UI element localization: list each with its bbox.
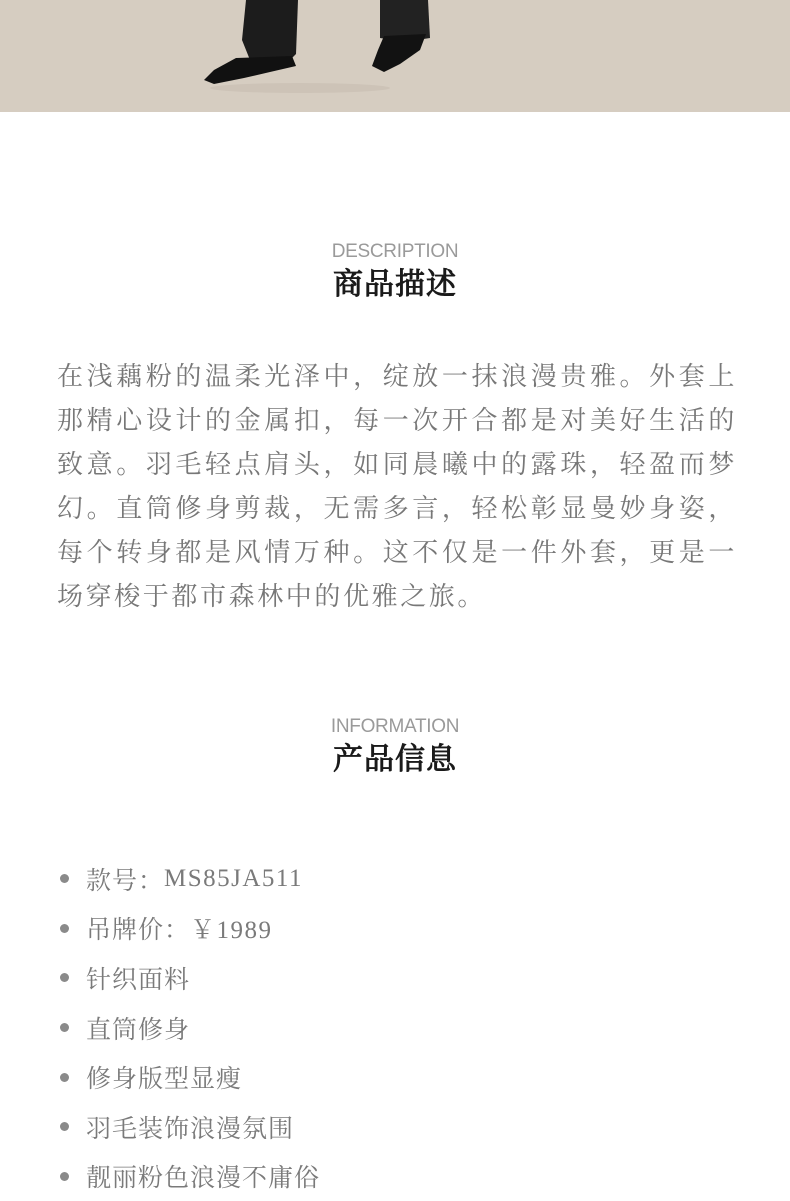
- info-label: 吊牌价：: [86, 915, 191, 945]
- info-label: 羽毛装饰浪漫氛围: [86, 1113, 295, 1143]
- info-item-style-number: [60, 854, 320, 904]
- description-body: 在浅藕粉的温柔光泽中，绽放一抹浪漫贵雅。外套上那精心设计的金属扣，每一次开合都是对美好生活的致意。羽毛轻点肩头，如同晨曦中的露珠，轻盈而梦幻。直筒修身剪裁，无需多言，轻松彰显曼妙身姿，每个转身都是风情万种。这不仅是一件外套，更是一场穿梭于都市森林中的优雅之旅。: [57, 362, 737, 612]
- description-kicker: DESCRIPTION: [331, 241, 459, 262]
- info-label: 靓丽粉色浪漫不庸俗: [86, 1163, 321, 1193]
- info-label: 直筒修身: [86, 1014, 191, 1044]
- bullet-icon: [60, 1122, 69, 1131]
- bullet-icon: [60, 1023, 69, 1032]
- info-value: ￥1989: [190, 917, 273, 945]
- bullet-icon: [60, 973, 69, 982]
- info-value: MS85JA511: [164, 864, 304, 892]
- info-item-feather: [60, 1102, 320, 1152]
- product-info-list: [60, 854, 320, 1201]
- info-item-tag-price: [60, 904, 320, 954]
- bullet-icon: [60, 924, 69, 933]
- info-label: 修身版型显瘦: [86, 1064, 243, 1094]
- info-item-fit: [60, 1003, 320, 1053]
- bullet-icon: [60, 1073, 69, 1082]
- information-title: 产品信息: [333, 742, 457, 777]
- description-header: [0, 241, 790, 303]
- description-title: 商品描述: [333, 267, 457, 302]
- info-item-slimming: [60, 1052, 320, 1102]
- information-header: [0, 716, 790, 778]
- bullet-icon: [60, 1172, 69, 1181]
- product-photo: [0, 0, 790, 112]
- info-label: 针织面料: [86, 964, 191, 994]
- info-item-color: [60, 1152, 320, 1201]
- information-kicker: INFORMATION: [330, 716, 460, 737]
- info-item-fabric: [60, 953, 320, 1003]
- bullet-icon: [60, 874, 69, 883]
- info-label: 款号：: [86, 865, 165, 895]
